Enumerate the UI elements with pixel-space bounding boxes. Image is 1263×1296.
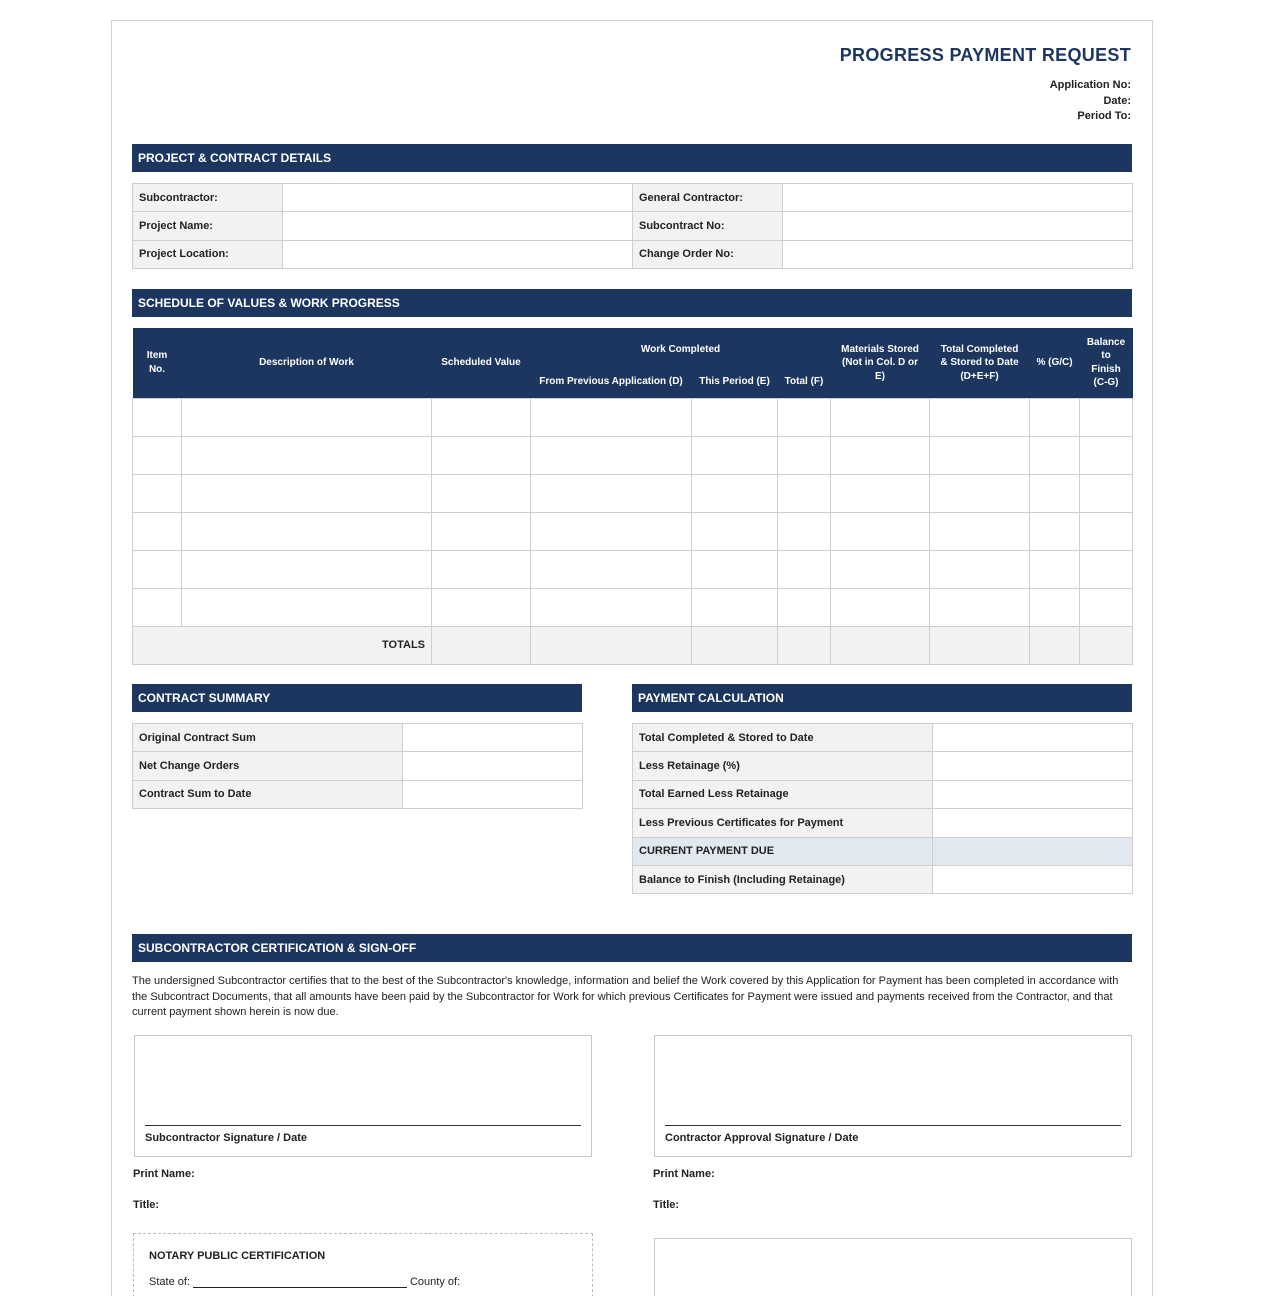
cell[interactable] <box>930 398 1030 436</box>
cell[interactable] <box>692 588 778 626</box>
payment-calculation-table <box>632 723 1133 894</box>
cell[interactable] <box>432 398 531 436</box>
cell[interactable] <box>692 550 778 588</box>
cell[interactable] <box>133 398 182 436</box>
cell[interactable] <box>1080 512 1133 550</box>
cell[interactable] <box>831 550 930 588</box>
table-row <box>633 865 1133 893</box>
general-contractor-field[interactable] <box>783 184 1133 212</box>
total-cell <box>692 626 778 664</box>
schedule-section-header: SCHEDULE OF VALUES & WORK PROGRESS <box>132 289 1132 317</box>
cell[interactable] <box>182 474 432 512</box>
cell[interactable] <box>1030 550 1080 588</box>
cell[interactable] <box>432 512 531 550</box>
net-change-orders-label: Net Change Orders <box>133 752 403 780</box>
cell[interactable] <box>831 474 930 512</box>
scheduled-value-header: Scheduled Value <box>432 328 531 398</box>
cell[interactable] <box>432 436 531 474</box>
state-field[interactable] <box>193 1278 407 1288</box>
project-row <box>133 184 1133 212</box>
change-order-no-label: Change Order No: <box>633 240 783 268</box>
cell[interactable] <box>831 512 930 550</box>
notary-location-line <box>149 1276 460 1288</box>
contract-sum-to-date-label: Contract Sum to Date <box>133 780 403 808</box>
cell[interactable] <box>133 474 182 512</box>
period-to-label: Period To: <box>1077 110 1131 122</box>
table-row <box>633 780 1133 808</box>
total-cell <box>930 626 1030 664</box>
table-row <box>633 752 1133 780</box>
original-contract-sum-label: Original Contract Sum <box>133 724 403 752</box>
this-period-header: This Period (E) <box>692 365 778 398</box>
cell[interactable] <box>1080 398 1133 436</box>
county-label: County of: <box>409 1276 461 1288</box>
project-name-label: Project Name: <box>133 212 283 240</box>
cell[interactable] <box>133 588 182 626</box>
cell[interactable] <box>692 436 778 474</box>
from-previous-header: From Previous Application (D) <box>531 365 692 398</box>
subcontract-no-field[interactable] <box>783 212 1133 240</box>
cell[interactable] <box>531 436 692 474</box>
cell[interactable] <box>778 474 831 512</box>
table-row <box>133 512 1133 550</box>
change-order-no-field[interactable] <box>783 240 1133 268</box>
contractor-signature-label: Contractor Approval Signature / Date <box>665 1132 859 1144</box>
application-no-label: Application No: <box>1049 79 1131 91</box>
net-change-orders-field[interactable] <box>403 752 583 780</box>
cell[interactable] <box>930 550 1030 588</box>
cell[interactable] <box>133 436 182 474</box>
certification-text: The undersigned Subcontractor certifies that to the best of the Subcontractor's knowledge, information and belief the Work covered by this Application for Payment has been completed in accordance with the Subcontract Documents, that all amounts have been paid by the Subcontractor for Work for which previous Certificates for Payment were issued and payments received from the Contractor, and that current payment shown herein is now due. <box>132 975 1119 1018</box>
cell[interactable] <box>182 512 432 550</box>
cell[interactable] <box>531 398 692 436</box>
total-completed-field[interactable] <box>933 724 1133 752</box>
date-label: Date: <box>1103 94 1131 107</box>
cell[interactable] <box>1030 474 1080 512</box>
table-row <box>633 724 1133 752</box>
signature-line <box>145 1125 581 1126</box>
contractor-signature-box[interactable] <box>654 1035 1132 1157</box>
cell[interactable] <box>778 398 831 436</box>
cell[interactable] <box>930 474 1030 512</box>
project-section-header: PROJECT & CONTRACT DETAILS <box>132 144 1132 172</box>
notary-seal-box <box>654 1238 1132 1296</box>
cell[interactable] <box>1080 474 1133 512</box>
cell[interactable] <box>133 550 182 588</box>
total-earned-field[interactable] <box>933 780 1133 808</box>
table-row <box>133 474 1133 512</box>
cell[interactable] <box>692 474 778 512</box>
cell[interactable] <box>778 588 831 626</box>
total-completed-header: Total Completed & Stored to Date (D+E+F) <box>930 328 1030 398</box>
cell[interactable] <box>531 512 692 550</box>
total-f-header: Total (F) <box>778 365 831 398</box>
total-cell <box>1030 626 1080 664</box>
project-row <box>133 240 1133 268</box>
cell[interactable] <box>930 436 1030 474</box>
cell[interactable] <box>1080 588 1133 626</box>
table-row <box>133 724 583 752</box>
totals-label: TOTALS <box>133 626 432 664</box>
cell[interactable] <box>1030 436 1080 474</box>
total-earned-label: Total Earned Less Retainage <box>633 780 933 808</box>
cell[interactable] <box>930 588 1030 626</box>
item-no-header: Item No. <box>133 328 182 398</box>
schedule-of-values-table <box>132 328 1133 665</box>
application-meta <box>1050 78 1131 125</box>
cell[interactable] <box>692 398 778 436</box>
cell[interactable] <box>531 588 692 626</box>
contractor-print-name-label: Print Name: <box>653 1168 715 1180</box>
cell[interactable] <box>1080 436 1133 474</box>
subcontractor-field[interactable] <box>283 184 633 212</box>
table-row <box>133 436 1133 474</box>
totals-row <box>133 626 1133 664</box>
payment-calculation-header: PAYMENT CALCULATION <box>632 684 1132 712</box>
subcontractor-title-label: Title: <box>133 1199 160 1211</box>
document-title: PROGRESS PAYMENT REQUEST <box>839 45 1131 65</box>
less-retainage-field[interactable] <box>933 752 1133 780</box>
contract-summary-header: CONTRACT SUMMARY <box>132 684 582 712</box>
cell[interactable] <box>531 474 692 512</box>
current-payment-due-field[interactable] <box>933 837 1133 865</box>
cell[interactable] <box>182 550 432 588</box>
materials-stored-header: Materials Stored (Not in Col. D or E) <box>831 328 930 398</box>
project-row <box>133 212 1133 240</box>
original-contract-sum-field[interactable] <box>403 724 583 752</box>
project-location-label: Project Location: <box>133 240 283 268</box>
cell[interactable] <box>1030 588 1080 626</box>
cell[interactable] <box>1030 398 1080 436</box>
contract-sum-to-date-field[interactable] <box>403 780 583 808</box>
table-row <box>133 398 1133 436</box>
cell[interactable] <box>930 512 1030 550</box>
cell[interactable] <box>432 588 531 626</box>
work-completed-header: Work Completed <box>531 328 831 365</box>
general-contractor-label: General Contractor: <box>633 184 783 212</box>
table-row <box>133 588 1133 626</box>
state-label: State of: <box>149 1276 190 1288</box>
contractor-title-label: Title: <box>653 1199 680 1211</box>
cell[interactable] <box>432 474 531 512</box>
table-row <box>133 550 1133 588</box>
subcontractor-label: Subcontractor: <box>133 184 283 212</box>
certification-section-header: SUBCONTRACTOR CERTIFICATION & SIGN-OFF <box>132 934 1132 962</box>
table-row <box>133 752 583 780</box>
cell[interactable] <box>133 512 182 550</box>
table-row <box>133 780 583 808</box>
cell[interactable] <box>778 550 831 588</box>
subcontract-no-label: Subcontract No: <box>633 212 783 240</box>
cell[interactable] <box>831 398 930 436</box>
total-completed-label: Total Completed & Stored to Date <box>633 724 933 752</box>
total-cell <box>531 626 692 664</box>
cell[interactable] <box>432 550 531 588</box>
table-row <box>633 837 1133 865</box>
cell[interactable] <box>831 588 930 626</box>
table-row <box>633 809 1133 837</box>
percent-header: % (G/C) <box>1030 328 1080 398</box>
cell[interactable] <box>1030 512 1080 550</box>
project-location-field[interactable] <box>283 240 633 268</box>
less-previous-certificates-label: Less Previous Certificates for Payment <box>633 809 933 837</box>
document-page <box>111 20 1153 1296</box>
cell[interactable] <box>831 436 930 474</box>
less-retainage-label: Less Retainage (%) <box>633 752 933 780</box>
project-name-field[interactable] <box>283 212 633 240</box>
total-cell <box>831 626 930 664</box>
total-cell <box>1080 626 1133 664</box>
description-header: Description of Work <box>182 328 432 398</box>
current-payment-due-label: CURRENT PAYMENT DUE <box>633 837 933 865</box>
cell[interactable] <box>778 512 831 550</box>
less-previous-certificates-field[interactable] <box>933 809 1133 837</box>
total-cell <box>778 626 831 664</box>
balance-header: Balance to Finish (C-G) <box>1080 328 1133 398</box>
cell[interactable] <box>182 588 432 626</box>
cell[interactable] <box>531 550 692 588</box>
notary-box <box>133 1233 593 1296</box>
cell[interactable] <box>692 512 778 550</box>
subcontractor-signature-box[interactable] <box>134 1035 592 1157</box>
contract-summary-table <box>132 723 583 809</box>
total-cell <box>432 626 531 664</box>
cell[interactable] <box>182 436 432 474</box>
cell[interactable] <box>182 398 432 436</box>
subcontractor-signature-label: Subcontractor Signature / Date <box>145 1132 307 1144</box>
balance-to-finish-label: Balance to Finish (Including Retainage) <box>633 865 933 893</box>
cell[interactable] <box>1080 550 1133 588</box>
balance-to-finish-field[interactable] <box>933 865 1133 893</box>
notary-title: NOTARY PUBLIC CERTIFICATION <box>149 1250 326 1262</box>
subcontractor-print-name-label: Print Name: <box>133 1168 195 1180</box>
project-details-table <box>132 183 1133 269</box>
signature-line <box>665 1125 1121 1126</box>
cell[interactable] <box>778 436 831 474</box>
